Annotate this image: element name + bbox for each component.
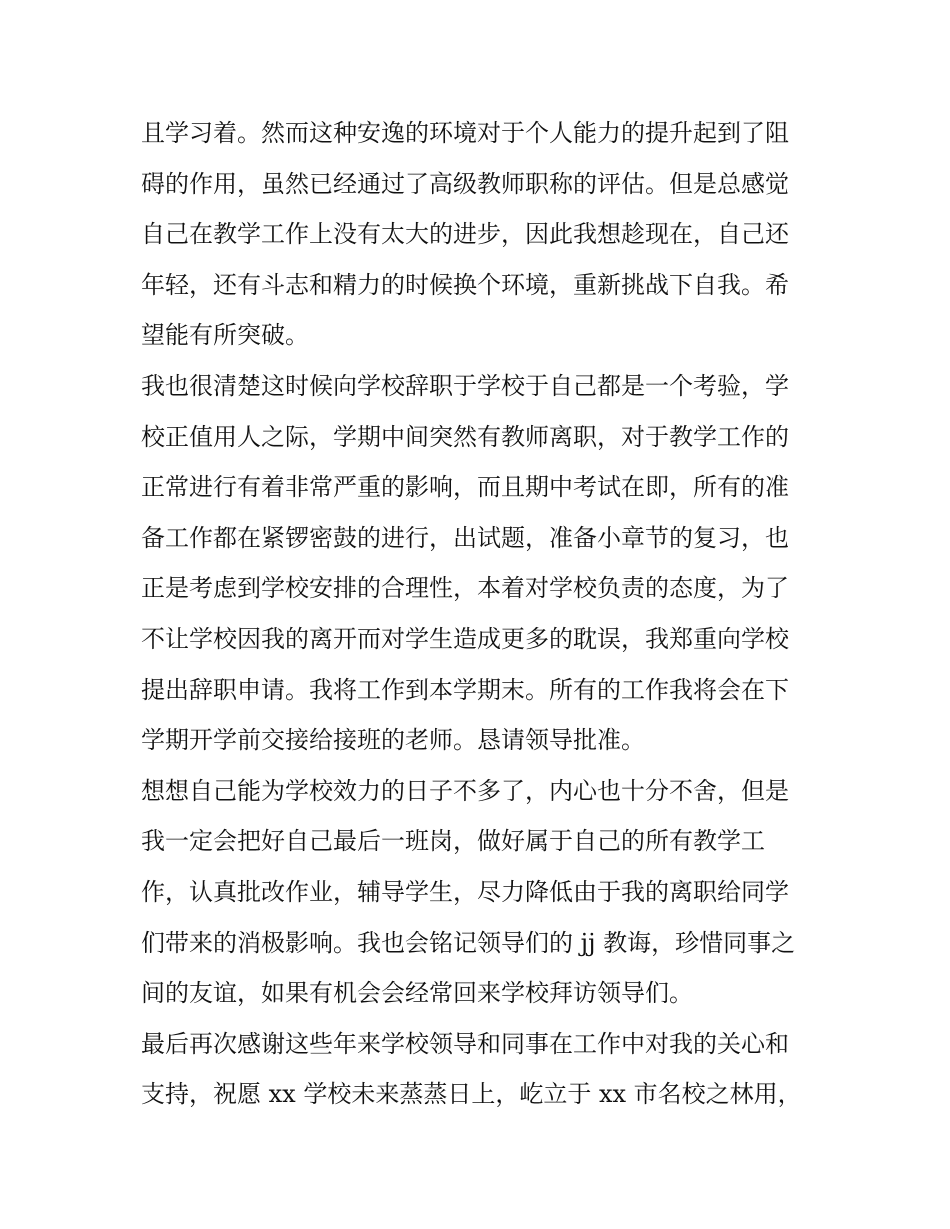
text-line: 提出辞职申请。我将工作到本学期末。所有的工作我将会在下 [141,675,789,704]
text-line: 碍的作用，虽然已经通过了高级教师职称的评估。但是总感觉 [141,169,789,198]
text-line: 校正值用人之际，学期中间突然有教师离职，对于教学工作的 [141,422,789,451]
text-line: 最后再次感谢这些年来学校领导和同事在工作中对我的关心和 [141,1029,789,1058]
text-line: 间的友谊，如果有机会会经常回来学校拜访领导们。 [141,979,693,1008]
text-line: 且学习着。然而这种安逸的环境对于个人能力的提升起到了阻 [141,119,789,147]
text-line: 学期开学前交接给接班的老师。恳请领导批准。 [141,726,645,755]
text-line: 望能有所突破。 [141,321,309,350]
text-line: 不让学校因我的离开而对学生造成更多的耽误，我郑重向学校 [141,624,789,653]
text-line: 我也很清楚这时候向学校辞职于学校于自己都是一个考验，学 [141,371,789,400]
text-line: 备工作都在紧锣密鼓的进行，出试题，准备小章节的复习，也 [141,523,789,552]
text-line: 支持，祝愿 xx 学校未来蒸蒸日上，屹立于 xx 市名校之林用， [141,1080,802,1109]
text-line: 年轻，还有斗志和精力的时候换个环境，重新挑战下自我。希 [141,270,789,299]
text-line: 正常进行有着非常严重的影响，而且期中考试在即，所有的准 [141,473,789,502]
text-line: 想想自己能为学校效力的日子不多了，内心也十分不舍，但是 [141,776,789,805]
body-text [141,108,831,1120]
text-line: 作，认真批改作业，辅导学生，尽力降低由于我的离职给同学 [141,877,789,906]
text-line: 我一定会把好自己最后一班岗，做好属于自己的所有教学工 [141,827,765,856]
text-line: 们带来的消极影响。我也会铭记领导们的 jj 教诲，珍惜同事之 [141,928,796,957]
text-line: 正是考虑到学校安排的合理性，本着对学校负责的态度，为了 [141,574,789,603]
text-line: 自己在教学工作上没有太大的进步，因此我想趁现在，自己还 [141,220,789,249]
